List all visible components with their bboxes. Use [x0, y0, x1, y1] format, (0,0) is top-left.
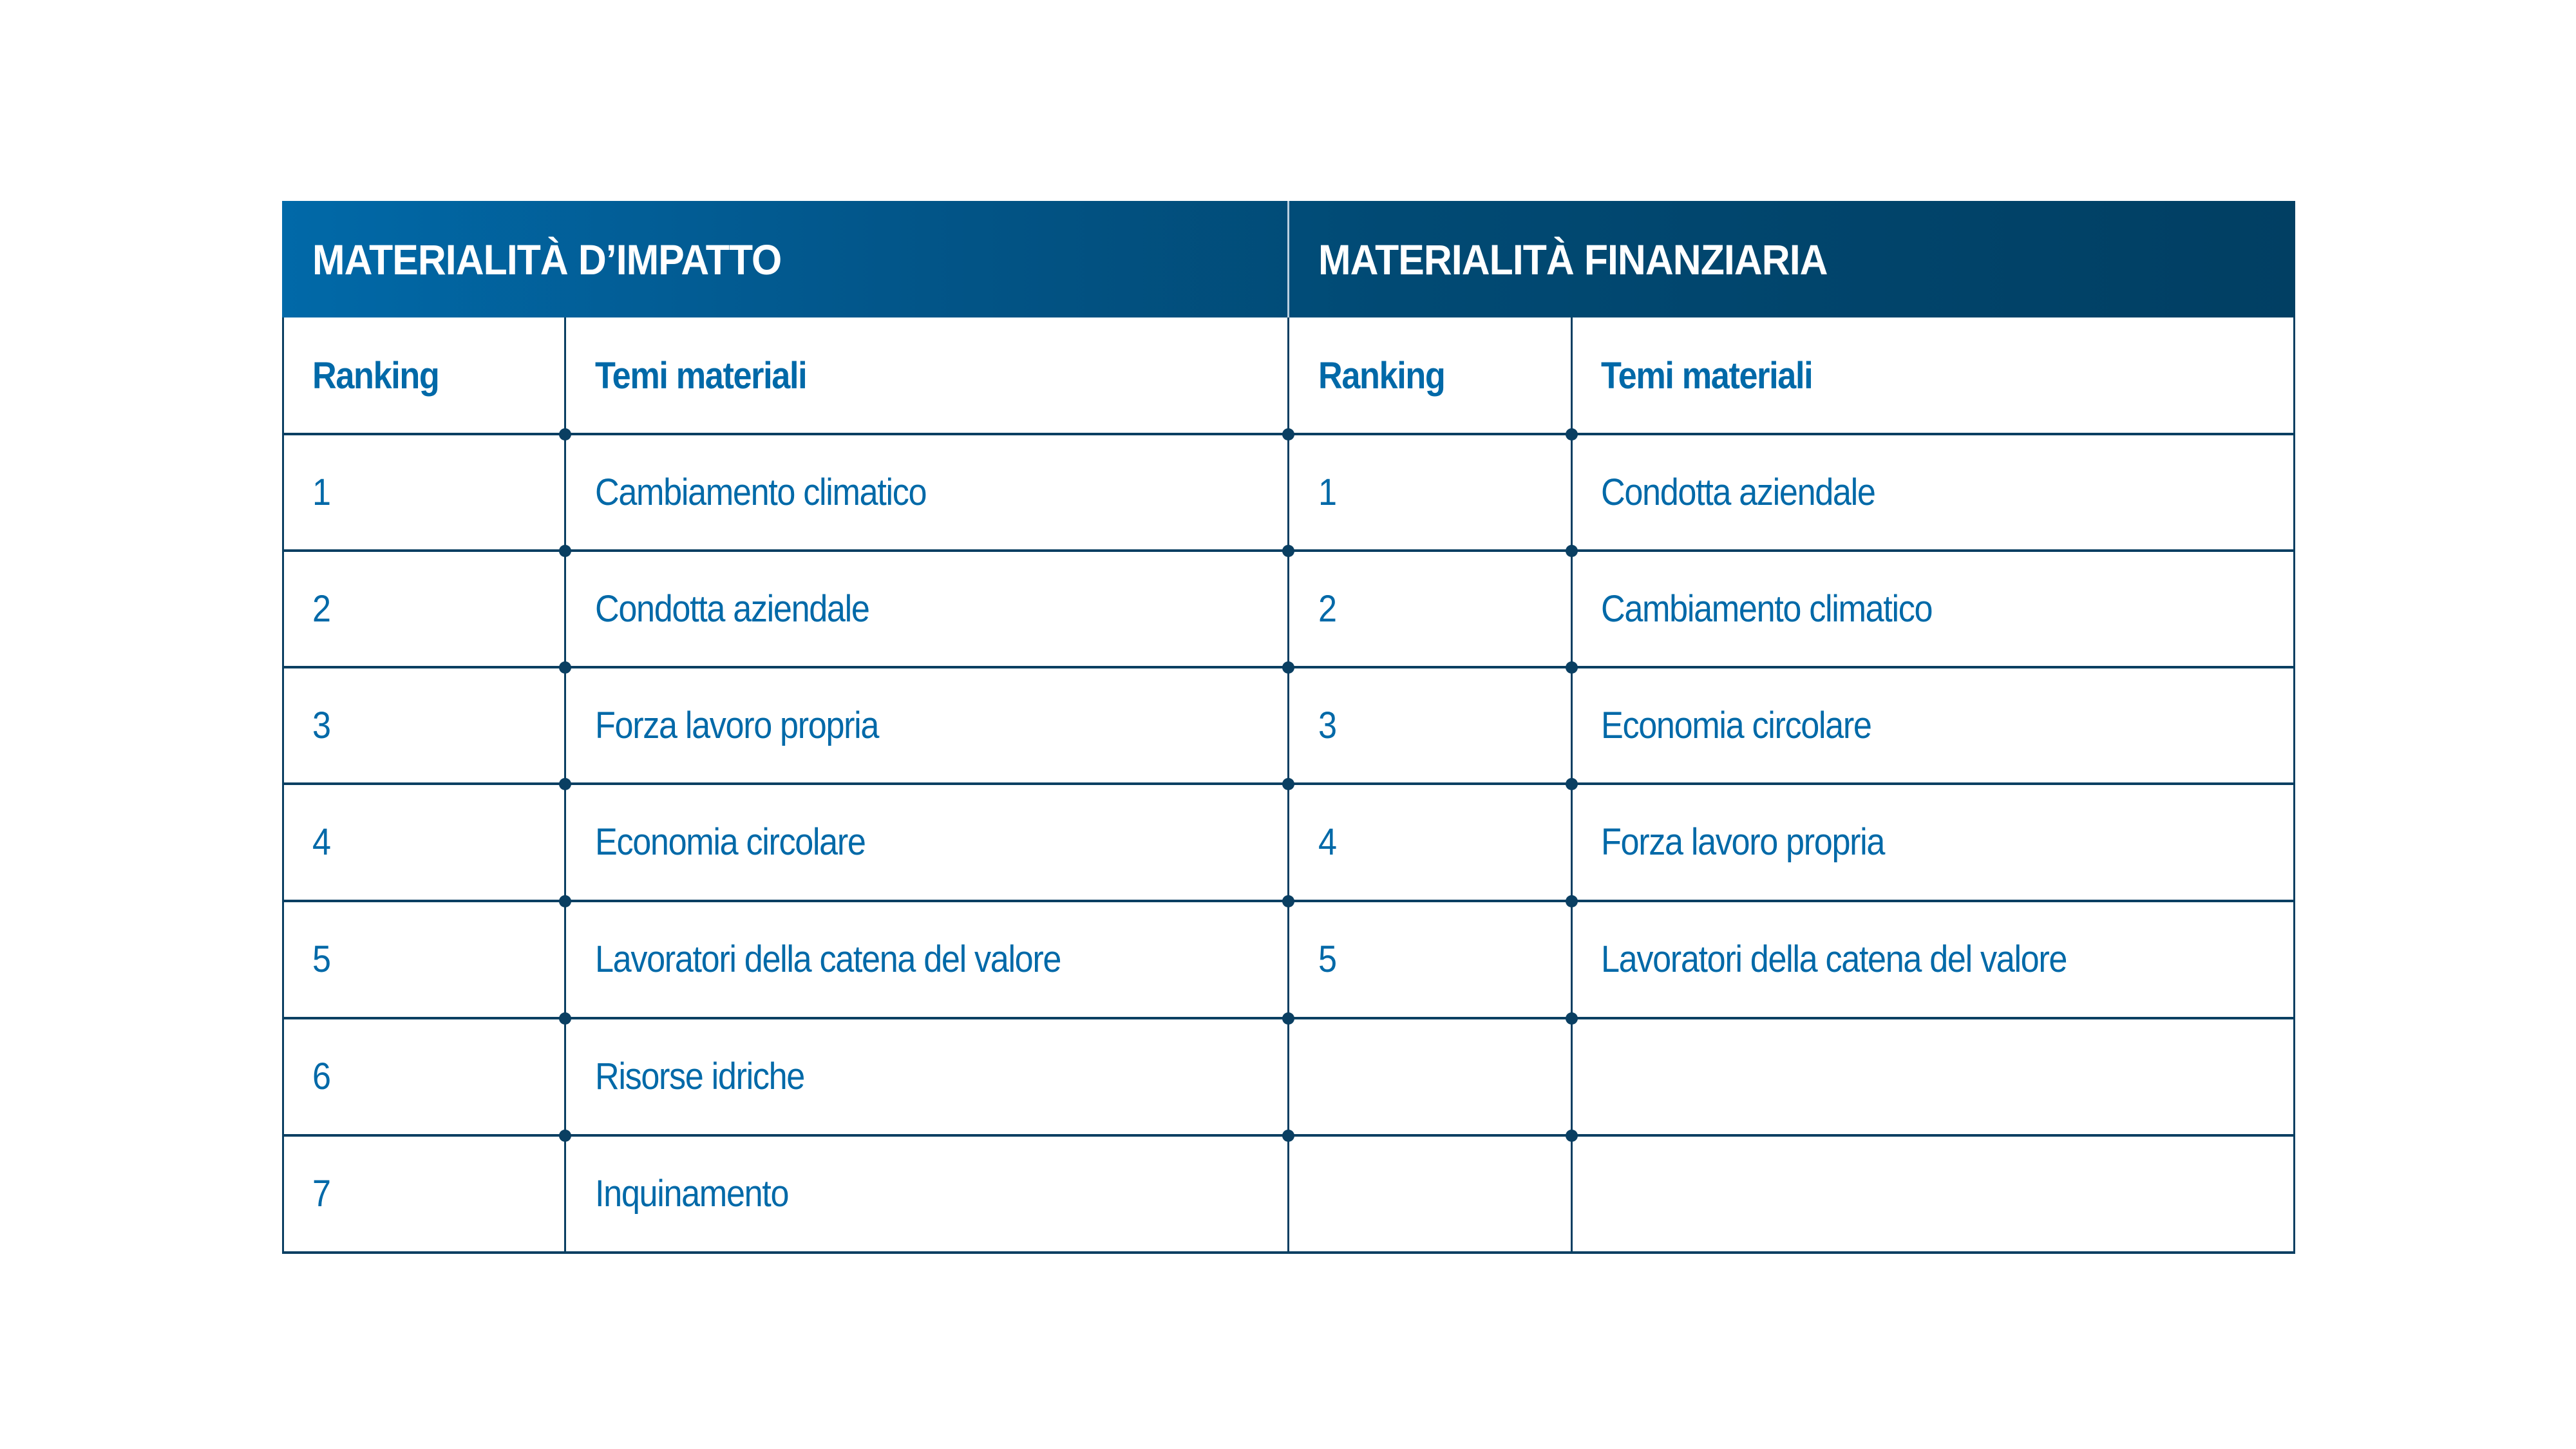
grid-node-dot — [1566, 428, 1578, 440]
table-row-financial-topic — [1601, 551, 1969, 667]
topic-value: Condotta aziendale — [595, 588, 869, 630]
table-row-impact-rank — [312, 901, 332, 1018]
grid-node-dot — [559, 1012, 571, 1025]
column-header-ranking-impact — [312, 317, 453, 434]
table-row-impact-topic — [595, 551, 900, 667]
grid-node-dot — [1282, 1130, 1294, 1142]
table-row-impact-rank — [312, 667, 332, 784]
rank-value: 2 — [1318, 588, 1336, 630]
table-row-impact-rank — [312, 784, 332, 900]
grid-node-dot — [1566, 1012, 1578, 1025]
topic-value: Condotta aziendale — [1601, 471, 1875, 513]
rank-value: 2 — [312, 588, 330, 630]
topic-value: Economia circolare — [595, 821, 866, 863]
table-body — [282, 317, 2295, 1254]
grid-node-dot — [1282, 895, 1294, 907]
grid-node-dot — [1282, 661, 1294, 674]
grid-node-dot — [559, 428, 571, 440]
section-title-financial-label: MATERIALITÀ FINANZIARIA — [1318, 235, 1828, 283]
column-header-label: Temi materiali — [1601, 355, 1813, 397]
topic-value: Inquinamento — [595, 1173, 789, 1215]
grid-node-dot — [1282, 428, 1294, 440]
table-row-impact-rank — [312, 1135, 332, 1252]
table-row-impact-topic — [595, 1018, 828, 1135]
rank-value: 3 — [312, 705, 330, 746]
section-title-financial — [1318, 201, 1871, 317]
grid-node-dot — [559, 545, 571, 557]
topic-value: Lavoratori della catena del valore — [595, 938, 1061, 980]
topic-value: Forza lavoro propria — [595, 705, 879, 746]
rank-value: 6 — [312, 1056, 330, 1097]
grid-node-dot — [1282, 545, 1294, 557]
grid-node-dot — [1282, 778, 1294, 790]
table-row-impact-rank — [312, 434, 332, 551]
table-row-impact-topic — [595, 434, 963, 551]
border-right — [2293, 317, 2295, 1254]
topic-value: Economia circolare — [1601, 705, 1871, 746]
table-row-financial-topic — [1601, 784, 1916, 900]
header-divider — [1287, 201, 1289, 317]
table-row-impact-topic — [595, 901, 1112, 1018]
table-row-impact-topic — [595, 667, 910, 784]
table-row-impact-topic — [595, 784, 895, 900]
grid-node-dot — [559, 778, 571, 790]
grid-node-dot — [1566, 1130, 1578, 1142]
topic-value: Cambiamento climatico — [595, 471, 927, 513]
rank-value: 4 — [1318, 821, 1336, 863]
rank-value: 1 — [1318, 471, 1336, 513]
column-header-ranking-financial — [1318, 317, 1459, 434]
table-row-impact-rank — [312, 1018, 332, 1135]
table-row-financial-rank — [1318, 901, 1338, 1018]
table-row-financial-topic — [1601, 667, 1901, 784]
topic-value: Forza lavoro propria — [1601, 821, 1885, 863]
grid-node-dot — [1282, 1012, 1294, 1025]
section-title-impact-label: MATERIALITÀ D’IMPATTO — [312, 235, 782, 283]
table-row-financial-rank — [1318, 784, 1338, 900]
rank-value: 5 — [312, 938, 330, 980]
table-row-financial-topic — [1601, 434, 1906, 551]
table-row-financial-rank — [1318, 667, 1338, 784]
topic-value: Lavoratori della catena del valore — [1601, 938, 2067, 980]
table-row-financial-rank — [1318, 551, 1338, 667]
grid-node-dot — [559, 895, 571, 907]
grid-node-dot — [559, 1130, 571, 1142]
table-row-impact-rank — [312, 551, 332, 667]
table-row-financial-topic — [1601, 901, 2118, 1018]
grid-node-dot — [1566, 661, 1578, 674]
table-row-impact-topic — [595, 1135, 810, 1252]
column-header-label: Ranking — [1318, 355, 1445, 397]
rank-value: 4 — [312, 821, 330, 863]
grid-node-dot — [1566, 545, 1578, 557]
topic-value: Cambiamento climatico — [1601, 588, 1933, 630]
table-row-financial-rank — [1318, 434, 1338, 551]
section-title-impact — [312, 201, 822, 317]
column-header-topics-impact — [595, 317, 830, 434]
column-header-label: Ranking — [312, 355, 439, 397]
rank-value: 1 — [312, 471, 330, 513]
rank-value: 3 — [1318, 705, 1336, 746]
table-header — [282, 201, 2295, 317]
grid-node-dot — [1566, 895, 1578, 907]
border-left — [282, 317, 284, 1254]
rank-value: 5 — [1318, 938, 1336, 980]
grid-node-dot — [1566, 778, 1578, 790]
grid-node-dot — [559, 661, 571, 674]
rank-value: 7 — [312, 1173, 330, 1215]
column-header-label: Temi materiali — [595, 355, 807, 397]
column-header-topics-financial — [1601, 317, 1836, 434]
topic-value: Risorse idriche — [595, 1056, 804, 1097]
materiality-table — [282, 201, 2295, 1254]
